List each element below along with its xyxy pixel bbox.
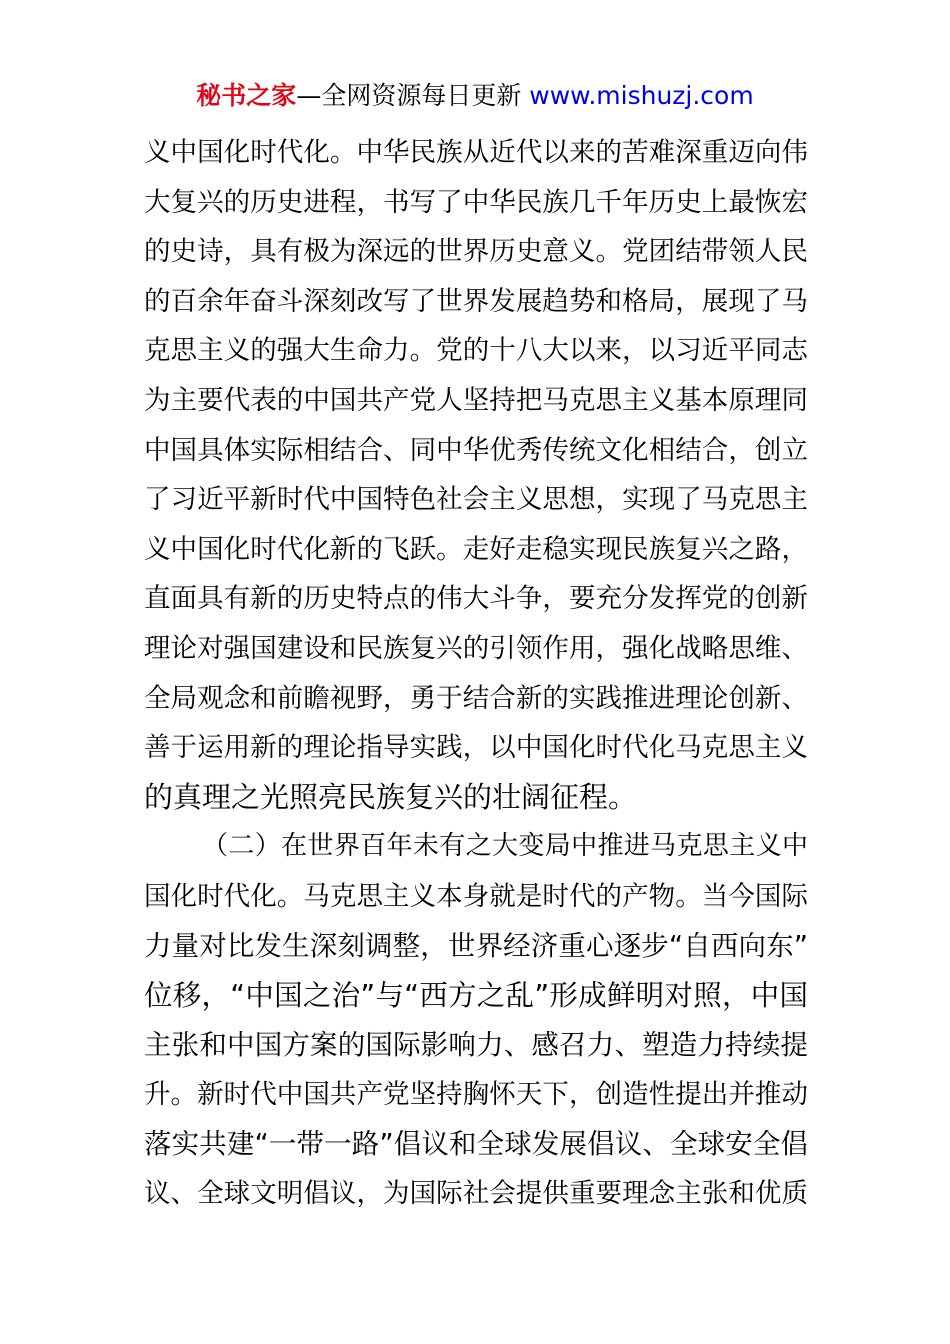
text-line: 中国具体实际相结合、同中华优秀传统文化相结合，创立 <box>144 434 808 466</box>
text-line: 主张和中国方案的国际影响力、感召力、塑造力持续提 <box>144 1028 808 1061</box>
text-line: 全局观念和前瞻视野，勇于结合新的实践推进理论创新、 <box>144 682 808 714</box>
text-line: 为主要代表的中国共产党人坚持把马克思主义基本原理同 <box>144 384 808 416</box>
text-line: 善于运用新的理论指导实践，以中国化时代化马克思主义 <box>144 732 808 764</box>
text-line: 国化时代化。马克思主义本身就是时代的产物。当今国际 <box>144 880 808 912</box>
text-line: 力量对比发生深刻调整，世界经济重心逐步“自西向东” <box>144 929 808 962</box>
site-header <box>0 78 950 114</box>
paragraph-last-line: 的真理之光照亮民族复兴的壮阔征程。 <box>144 779 638 814</box>
site-url-link[interactable]: www.mishuzj.com <box>529 81 754 110</box>
text-line: 升。新时代中国共产党坚持胸怀天下，创造性提出并推动 <box>144 1079 808 1111</box>
text-line: 了习近平新时代中国特色社会主义思想，实现了马克思主 <box>144 484 808 516</box>
text-line: 义中国化时代化新的飞跃。走好走稳实现民族复兴之路， <box>144 533 808 565</box>
text-line: 直面具有新的历史特点的伟大斗争，要充分发挥党的创新 <box>144 583 808 615</box>
text-line: 大复兴的历史进程，书写了中华民族几千年历史上最恢宏 <box>144 186 808 218</box>
text-line: 的百余年奋斗深刻改写了世界发展趋势和格局，展现了马 <box>144 285 808 317</box>
header-tagline: —全网资源每日更新 <box>296 81 522 110</box>
text-line: 落实共建“一带一路”倡议和全球发展倡议、全球安全倡 <box>144 1127 808 1160</box>
text-line: 克思主义的强大生命力。党的十八大以来，以习近平同志 <box>144 335 808 367</box>
brand-name: 秘书之家 <box>196 81 297 110</box>
text-line: 义中国化时代化。中华民族从近代以来的苦难深重迈向伟 <box>144 137 808 168</box>
document-body <box>144 128 808 1219</box>
text-line: 位移，“中国之治”与“西方之乱”形成鲜明对照，中国 <box>144 979 808 1013</box>
section-heading-line: （二）在世界百年未有之大变局中推进马克思主义中 <box>202 831 808 862</box>
text-line: 的史诗，具有极为深远的世界历史意义。党团结带领人民 <box>144 236 808 268</box>
text-line: 议、全球文明倡议，为国际社会提供重要理念主张和优质 <box>144 1178 808 1210</box>
text-line: 理论对强国建设和民族复兴的引领作用，强化战略思维、 <box>144 632 808 664</box>
